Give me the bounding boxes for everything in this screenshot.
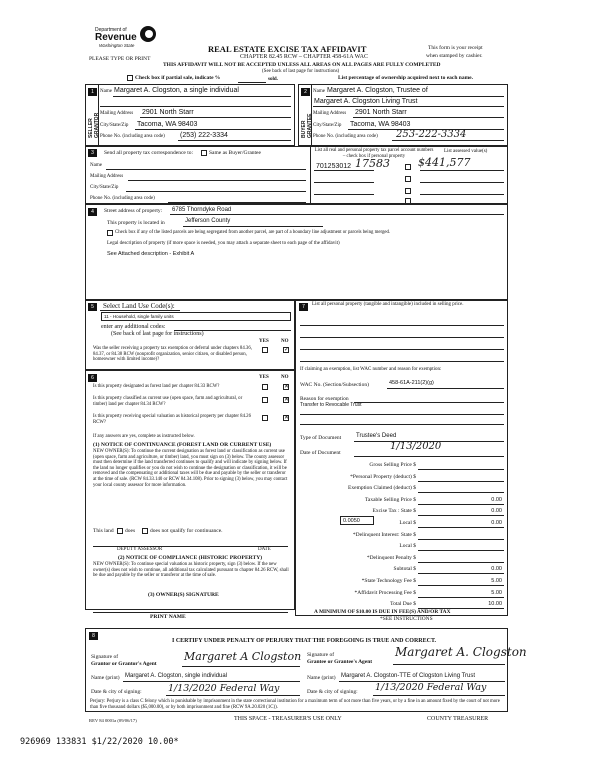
grantee-date-city[interactable]: 1/13/2020 Federal Way <box>375 682 487 693</box>
q1-yes-checkbox[interactable] <box>262 384 268 390</box>
logo-swirl-inner <box>145 30 153 38</box>
rev-number: REV 84 0001a (09/06/17) <box>89 718 137 723</box>
grantor-date-label: Date & city of signing: <box>91 689 142 695</box>
doc-date-label: Date of Document <box>300 450 341 456</box>
does-not-checkbox[interactable] <box>142 528 148 534</box>
parcel-header: List all real and personal property tax parcel account numbers – check box if personal property <box>314 148 434 159</box>
section-8-num: 8 <box>89 632 98 640</box>
buyer-name-line2[interactable]: Margaret A. Clogston Living Trust <box>314 98 418 105</box>
tax-row-label: *Delinquent Penalty $ <box>366 554 416 561</box>
tax-row-label: *Affidavit Processing Fee $ <box>354 589 416 596</box>
partial-sale-checkbox[interactable] <box>127 75 133 81</box>
perjury-statement: Perjury: Perjury is a class C felony which is punishable by imprisonment in the state correctional institution for a maximum term of not more than five years, or by a fine in an amount fixed by the court of not more than five thousand dollars ($5,000.00), or by both imprisonment and fine (RCW 9A.20.020 (1C)). <box>90 699 500 710</box>
s3-city-label: City/State/Zip <box>90 185 119 190</box>
dept-line1: Department of <box>95 27 127 33</box>
section-5-num: 5 <box>88 303 97 311</box>
street-label: Street address of property: <box>104 208 163 214</box>
send-correspondence-label: Send all property tax correspondence to: <box>104 150 194 156</box>
partial-sale-label: Check box if partial sale, indicate % <box>135 75 221 81</box>
form-chapter: CHAPTER 82.45 RCW – CHAPTER 458-61A WAC <box>240 54 368 60</box>
buyer-mailing[interactable]: 2901 North Starr <box>355 109 407 116</box>
personal-property-label: List all personal property (tangible and intangible) included in selling price. <box>312 302 464 307</box>
q2-no-checkbox[interactable]: ✕ <box>284 397 290 403</box>
buyer-name-line1[interactable]: Margaret A. Clogston, Trustee of <box>327 87 428 94</box>
deputy-assessor: DEPUTY ASSESSOR <box>117 547 163 552</box>
land-use-code[interactable]: 11 - Household, single family units <box>101 312 291 321</box>
please-type: PLEASE TYPE OR PRINT <box>89 56 151 62</box>
seller-city-label: City/State/Zip <box>100 123 129 128</box>
tax-row-label: *State Technology Fee $ <box>361 578 416 584</box>
q3-yes-checkbox[interactable] <box>262 415 268 421</box>
dept-line3: Washington State <box>99 43 135 48</box>
if-yes-note: If any answers are yes, complete as instructed below. <box>93 434 195 439</box>
sold-label: sold. <box>268 77 278 82</box>
seller-name-label: Name <box>100 89 112 94</box>
seller-mailing-label: Mailing Address <box>100 111 134 116</box>
does-checkbox[interactable] <box>117 528 123 534</box>
seller-mailing[interactable]: 2901 North Starr <box>142 109 194 116</box>
land-use-label: Select Land Use Code(s): <box>103 302 175 310</box>
tax-row-line <box>418 550 504 551</box>
buyer-phone[interactable]: 253-222-3334 <box>396 129 467 140</box>
wac-label: WAC No. (Section/Subsection) <box>300 382 369 388</box>
grantor-sig-label-2: Grantor or Grantor's Agent <box>91 661 157 667</box>
doc-type-label: Type of Document <box>300 435 342 441</box>
buyer-mailing-label: Mailing Address <box>313 111 347 116</box>
notice2-title: (2) NOTICE OF COMPLIANCE (HISTORIC PROPERTY) <box>118 555 263 561</box>
does-not-label: does not qualify for continuance. <box>150 528 223 534</box>
tax-row-label: Local $ <box>399 543 416 550</box>
parcel-number[interactable]: 701253012 <box>316 163 352 170</box>
notice1-title: (1) NOTICE OF CONTINUANCE (FOREST LAND OR CURRENT USE) <box>93 442 272 448</box>
s5-no-checkbox[interactable]: ✓ <box>284 347 290 353</box>
grantee-sig-label-1: Signature of <box>307 652 335 658</box>
ownership-note: List percentage of ownership acquired next to each name. <box>338 75 473 81</box>
tax-row-label: Excise Tax : State $ <box>372 508 416 515</box>
q3-no-checkbox[interactable]: ✕ <box>284 415 290 421</box>
tax-row-label: *Personal Property (deduct) $ <box>350 473 416 480</box>
tax-row-line <box>418 539 504 540</box>
grantor-name-label: Name (print) <box>91 675 120 681</box>
wac-number[interactable]: 458-61A-211(2)(g) <box>389 380 434 386</box>
seller-side-label: SELLER GRANTOR <box>88 112 100 138</box>
section-1-num: 1 <box>88 88 97 96</box>
s3-mailing-label: Mailing Address <box>90 174 124 179</box>
s3-phone-label: Phone No. (including area code) <box>90 196 155 201</box>
s6-no: NO <box>281 375 289 380</box>
tax-row-value[interactable]: 0.00 <box>491 566 502 573</box>
land-use-see-back: (See back of last page for instructions) <box>111 331 204 337</box>
tax-row-label: Total Due $ <box>390 601 416 608</box>
section-3-num: 3 <box>88 149 97 157</box>
tax-row-label: Taxable Selling Price $ <box>364 496 416 503</box>
s5-yes: YES <box>259 339 269 344</box>
tax-row-value[interactable]: 0.00 <box>491 496 502 503</box>
receipt-stamp: 926969 133831 $1/22/2020 10.00* <box>20 737 179 747</box>
reason-value[interactable]: Transfer to Revocable Trust <box>300 402 362 408</box>
tax-row-line <box>418 585 504 586</box>
tax-row-line <box>418 469 504 470</box>
buyer-name-label: Name <box>313 89 325 94</box>
notice1-body: NEW OWNER(S): To continue the current designation as forest land or classification as current use (open space, farm and agriculture, or timber) land, you must sign on (3) below. The county assessor must then determine if the land transferred continues to qualify and will indicate by signing below. If the land no longer qualifies or you do not wish to continue the designation or classification, it will be removed and the compensating or additional taxes will be due and payable by the seller or transferor at the time of sale. (RCW 84.33.140 or RCW 84.34.108). Prior to signing (3) below, you may contact your local county assessor for more information. <box>93 449 288 488</box>
s3-name-label: Name <box>90 163 102 168</box>
assessed-value[interactable]: $441,577 <box>418 156 471 169</box>
q2-yes-checkbox[interactable] <box>262 397 268 403</box>
tax-row-label: Subtotal $ <box>393 566 416 573</box>
tax-row-line <box>418 573 504 574</box>
s5-no: NO <box>281 339 289 344</box>
seller-name[interactable]: Margaret A. Clogston, a single individual <box>114 87 239 94</box>
seller-city[interactable]: Tacoma, WA 98403 <box>137 121 198 128</box>
local-rate[interactable]: 0.0050 <box>340 516 374 525</box>
doc-type[interactable]: Trustee's Deed <box>356 433 397 439</box>
q1-forest: Is this property designated as forest land per chapter 84.33 RCW? <box>93 384 220 389</box>
s6-yes: YES <box>259 375 269 380</box>
grantor-print-name[interactable]: Margaret A. Clogston, single individual <box>125 673 228 679</box>
tax-row-label: *Delinquent Interest: State $ <box>352 531 416 538</box>
claiming-label: If claiming an exemption, list WAC number and reason for exemption: <box>300 367 442 372</box>
receipt-note-2: when stamped by cashier. <box>426 53 483 59</box>
see-instructions: *SEE INSTRUCTIONS <box>380 616 433 622</box>
same-as-buyer-checkbox[interactable] <box>201 150 207 156</box>
exemption-question: Was the seller receiving a property tax exemption or deferral under chapters 84.36, 84.37, or 84.38 RCW (nonprofit organization, senior citizen, or disabled person, homeowner with limited income)? <box>93 346 252 363</box>
grantee-print-name[interactable]: Margaret A. Clogston-TTE of Clogston Living Trust <box>341 673 476 679</box>
seller-phone-label: Phone No. (including area code) <box>100 134 165 139</box>
additional-codes-label: enter any additional codes: <box>101 324 166 330</box>
deputy-date: DATE <box>258 547 271 552</box>
tax-row-label: Gross Selling Price $ <box>369 462 416 468</box>
grantor-date-city[interactable]: 1/13/2020 Federal Way <box>168 683 280 694</box>
section-7-num: 7 <box>299 303 308 311</box>
county[interactable]: Jefferson County <box>185 218 231 224</box>
receipt-note-1: This form is your receipt <box>428 45 483 51</box>
boundary-checkbox[interactable] <box>107 230 113 236</box>
located-label: This property is located in <box>107 220 165 226</box>
this-land-label: This land <box>93 528 114 534</box>
back-instructions: (See back of last page for instructions) <box>262 69 340 74</box>
same-as-buyer-label: Same as Buyer/Grantee <box>209 150 261 156</box>
doc-date[interactable]: 1/13/2020 <box>390 441 442 452</box>
s5-yes-checkbox[interactable] <box>262 347 268 353</box>
form-title: REAL ESTATE EXCISE TAX AFFIDAVIT <box>208 44 367 54</box>
buyer-city[interactable]: Tacoma, WA 98403 <box>350 121 411 128</box>
owner-signature-label: (3) OWNER(S) SIGNATURE <box>148 592 219 598</box>
tax-row-value[interactable]: 5.00 <box>491 578 502 584</box>
tax-row-label: Exemption Claimed (deduct) $ <box>348 485 416 492</box>
tax-row-line <box>418 597 504 598</box>
buyer-side-label: BUYER GRANTEE <box>301 113 313 138</box>
tax-row-line <box>418 504 504 505</box>
q3-historic: Is this property receiving special valuation as historical property per chapter 84.26 RCW? <box>93 414 251 425</box>
buyer-phone-label: Phone No. (including area code) <box>313 134 378 139</box>
grantor-signature[interactable]: Margaret A Clogston <box>184 650 302 663</box>
q2-current-use: Is this property classified as current use (open space, farm and agricultural, or timber) land per chapter 84.34 RCW? <box>93 396 243 407</box>
grantee-sig-label-2: Grantee or Grantee's Agent <box>307 659 373 665</box>
tax-row-line <box>418 562 504 563</box>
parcel-hand[interactable]: 17583 <box>355 157 390 170</box>
section-2-num: 2 <box>301 88 310 96</box>
buyer-city-label: City/State/Zip <box>313 123 342 128</box>
grantee-name-label: Name (print) <box>307 675 336 681</box>
reason-label: Reason for exemption <box>300 396 349 402</box>
tax-row-line <box>418 492 504 493</box>
notice2-body: NEW OWNER(S): To continue special valuation as historic property, sign (3) below. If the new owner(s) does not wish to continue, all additional tax calculated pursuant to chapter 84.26 RCW, shall be due and payable by the seller or transferor at the time of sale. <box>93 562 289 579</box>
grantor-sig-label-1: Signature of <box>91 654 119 660</box>
tax-row-value[interactable]: 5.00 <box>491 589 502 596</box>
grantee-date-label: Date & city of signing: <box>307 689 358 695</box>
tax-row-label: Local $ <box>399 520 416 526</box>
dept-line2: Revenue <box>95 32 137 43</box>
print-name-label: PRINT NAME <box>150 614 186 620</box>
tax-row-value[interactable]: 0.00 <box>491 508 502 515</box>
tax-row-line <box>418 481 504 482</box>
grantee-signature[interactable]: Margaret A. Clogston <box>395 645 527 659</box>
boundary-label: Check box if any of the listed parcels are being segregated from another parcel, are part of a boundary line adjustment or parcels being merged. <box>115 230 391 235</box>
seller-phone[interactable]: (253) 222-3334 <box>180 132 228 139</box>
assessed-header: List assessed value(s) <box>444 149 488 154</box>
tax-row-line <box>418 527 504 528</box>
q1-no-checkbox[interactable]: ✕ <box>284 384 290 390</box>
parcel-pp-checkbox-2[interactable] <box>405 176 411 182</box>
section-4-num: 4 <box>88 208 97 216</box>
street-address[interactable]: 6785 Thorndyke Road <box>172 207 232 213</box>
section-6-num: 6 <box>88 374 97 382</box>
tax-row-value[interactable]: 10.00 <box>488 601 502 608</box>
parcel-pp-checkbox-1[interactable] <box>405 164 411 170</box>
treasurer-use: THIS SPACE - TREASURER'S USE ONLY <box>234 716 342 722</box>
county-treasurer: COUNTY TREASURER <box>427 716 489 722</box>
tax-row-value[interactable]: 0.00 <box>491 520 502 526</box>
tax-row-line <box>418 515 504 516</box>
parcel-pp-checkbox-3[interactable] <box>405 188 411 194</box>
certify-statement: I CERTIFY UNDER PENALTY OF PERJURY THAT THE FOREGOING IS TRUE AND CORRECT. <box>172 638 437 644</box>
form-warning: THIS AFFIDAVIT WILL NOT BE ACCEPTED UNLESS ALL AREAS ON ALL PAGES ARE FULLY COMPLETED <box>163 62 441 68</box>
minimum-note: A MINIMUM OF $10.00 IS DUE IN FEE(S) AND/OR TAX <box>314 609 451 615</box>
legal-description[interactable]: See Attached description - Exhibit A <box>107 251 195 257</box>
does-label: does <box>125 528 136 534</box>
legal-label: Legal description of property (if more space is needed, you may attach a separate sheet to each page of the affidavit) <box>107 241 340 246</box>
